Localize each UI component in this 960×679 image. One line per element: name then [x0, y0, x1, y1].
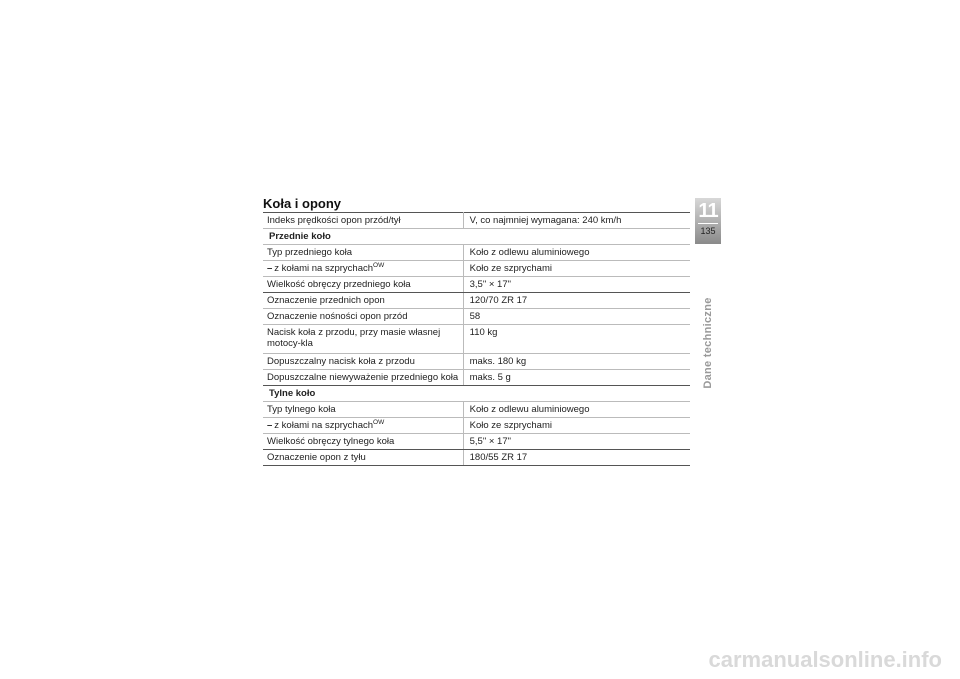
- table-row: [263, 293, 690, 309]
- row-value: 180/55 ZR 17: [463, 450, 690, 466]
- row-value: 3,5" × 17": [463, 277, 690, 293]
- row-value: 110 kg: [463, 325, 690, 354]
- dash-marker: –: [267, 420, 273, 431]
- option-superscript: OW: [373, 418, 385, 426]
- row-value: 58: [463, 309, 690, 325]
- option-superscript: OW: [373, 261, 385, 269]
- row-label: [263, 261, 463, 277]
- row-value: Koło z odlewu aluminiowego: [463, 245, 690, 261]
- table-row: [263, 354, 690, 370]
- row-value: maks. 5 g: [463, 370, 690, 386]
- table-row: [263, 402, 690, 418]
- table-row: [263, 434, 690, 450]
- row-value: 5,5" × 17": [463, 434, 690, 450]
- row-label: Nacisk koła z przodu, przy masie własnej motocy-kla: [263, 325, 463, 354]
- table-row: [263, 245, 690, 261]
- page-title: Koła i opony: [263, 196, 341, 211]
- row-label: Wielkość obręczy tylnego koła: [263, 434, 463, 450]
- row-label: Dopuszczalne niewyważenie przedniego koła: [263, 370, 463, 386]
- row-value: Koło z odlewu aluminiowego: [463, 402, 690, 418]
- page-number: 135: [700, 226, 716, 236]
- chapter-number: 11: [698, 200, 718, 222]
- table-row: [263, 418, 690, 434]
- row-label: Indeks prędkości opon przód/tył: [263, 213, 463, 229]
- row-label: Oznaczenie przednich opon: [263, 293, 463, 309]
- chapter-side-label: Dane techniczne: [702, 297, 714, 389]
- row-value: maks. 180 kg: [463, 354, 690, 370]
- row-label: [263, 418, 463, 434]
- row-label-text: z kołami na szprychach: [274, 263, 374, 274]
- row-label: Oznaczenie opon z tyłu: [263, 450, 463, 466]
- table-row: [263, 213, 690, 229]
- row-value: Koło ze szprychami: [463, 418, 690, 434]
- table-row: [263, 450, 690, 466]
- dash-marker: –: [267, 263, 273, 274]
- table-row: [263, 309, 690, 325]
- section-header: [263, 386, 690, 402]
- section-header: [263, 229, 690, 245]
- row-value: 120/70 ZR 17: [463, 293, 690, 309]
- table-row: [263, 277, 690, 293]
- row-label: Typ tylnego koła: [263, 402, 463, 418]
- row-label: Wielkość obręczy przedniego koła: [263, 277, 463, 293]
- row-value: V, co najmniej wymagana: 240 km/h: [463, 213, 690, 229]
- table-row: [263, 370, 690, 386]
- row-label: Dopuszczalny nacisk koła z przodu: [263, 354, 463, 370]
- row-label: Oznaczenie nośności opon przód: [263, 309, 463, 325]
- chapter-tab: [695, 198, 721, 244]
- spec-table: [263, 212, 690, 466]
- watermark: carmanualsonline.info: [708, 647, 942, 672]
- row-label: Typ przedniego koła: [263, 245, 463, 261]
- section-title: Przednie koło: [263, 229, 690, 245]
- section-title: Tylne koło: [263, 386, 690, 402]
- chapter-divider: [698, 223, 718, 224]
- table-row: [263, 325, 690, 354]
- row-value: Koło ze szprychami: [463, 261, 690, 277]
- row-label-text: z kołami na szprychach: [274, 420, 374, 431]
- table-row: [263, 261, 690, 277]
